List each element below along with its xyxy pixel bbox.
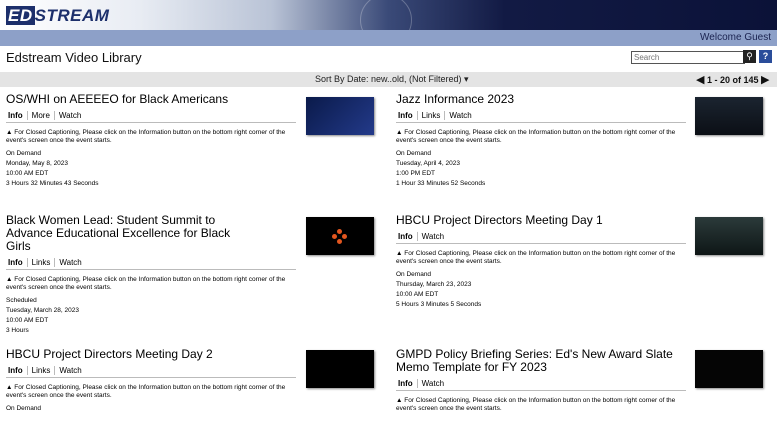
video-meta [6, 296, 374, 336]
video-title[interactable]: Jazz Informance 2023 [396, 92, 515, 106]
video-date: Monday, May 8, 2023 [6, 160, 69, 167]
caption-note: ▲ For Closed Captioning, Please click on the Information button on the bottom right corner of the event's screen once the event starts. [396, 397, 676, 412]
edstream-logo[interactable]: ED STREAM [8, 6, 110, 25]
sort-bar [0, 72, 777, 87]
caption-note: ▲ For Closed Captioning, Please click on the Information button on the bottom right corner of the event's screen once the event starts. [396, 250, 676, 265]
video-meta [6, 149, 374, 189]
tab-watch[interactable]: Watch [417, 232, 448, 241]
video-duration: 3 Hours 32 Minutes 43 Seconds [6, 180, 99, 187]
thumbnail-dot [337, 239, 342, 244]
video-tabs [396, 232, 686, 244]
pager [696, 73, 770, 86]
tab-watch[interactable]: Watch [444, 111, 475, 120]
tab-links[interactable]: Links [417, 111, 445, 120]
video-date: Tuesday, March 28, 2023 [6, 307, 79, 314]
video-thumbnail[interactable] [695, 350, 763, 388]
video-title[interactable]: GMPD Policy Briefing Series: Ed's New Award Slate Memo Template for FY 2023 [396, 347, 673, 374]
video-time: 10:00 AM EDT [6, 170, 49, 177]
search-input[interactable] [631, 51, 745, 64]
help-icon[interactable]: ? [759, 50, 772, 63]
video-time: 10:00 AM EDT [396, 291, 439, 298]
tab-watch[interactable]: Watch [54, 366, 85, 375]
caption-note: ▲ For Closed Captioning, Please click on the Information button on the bottom right corner of the event's screen once the event starts. [6, 384, 286, 399]
video-duration: 1 Hour 33 Minutes 52 Seconds [396, 180, 486, 187]
video-tabs [396, 111, 686, 123]
sort-dropdown[interactable]: Sort By Date: new..old, (Not Filtered) ▾ [315, 74, 469, 84]
video-status: On Demand [6, 405, 42, 412]
video-meta [396, 149, 764, 189]
tab-info[interactable]: Info [398, 232, 413, 241]
video-title[interactable]: OS/WHI on AEEEEO for Black Americans [6, 92, 229, 106]
next-page-icon[interactable]: ▶ [761, 74, 770, 86]
video-thumbnail[interactable] [695, 217, 763, 255]
video-item [396, 348, 764, 413]
tab-watch[interactable]: Watch [54, 111, 85, 120]
video-title[interactable]: HBCU Project Directors Meeting Day 1 [396, 213, 603, 227]
tab-info[interactable]: Info [8, 366, 23, 375]
video-title[interactable]: HBCU Project Directors Meeting Day 2 [6, 347, 213, 361]
page-range: 1 - 20 of 145 [706, 75, 759, 85]
tab-links[interactable]: Links [27, 366, 55, 375]
video-item [6, 93, 374, 189]
user-bar [0, 30, 777, 46]
video-status: On Demand [396, 150, 432, 157]
video-status: On Demand [396, 271, 432, 278]
video-thumbnail[interactable] [306, 97, 374, 135]
caption-note: ▲ For Closed Captioning, Please click on the Information button on the bottom right corner of the event's screen once the event starts. [6, 276, 286, 291]
video-thumbnail[interactable] [306, 350, 374, 388]
video-meta [396, 270, 764, 310]
video-tabs [396, 379, 686, 391]
video-status: On Demand [6, 150, 42, 157]
video-time: 1:00 PM EDT [396, 170, 436, 177]
tab-links[interactable]: Links [27, 258, 55, 267]
tab-info[interactable]: Info [8, 111, 23, 120]
caption-note: ▲ For Closed Captioning, Please click on the Information button on the bottom right corner of the event's screen once the event starts. [396, 129, 676, 144]
thumbnail-dot [337, 229, 342, 234]
video-item [396, 93, 764, 189]
previous-page-icon[interactable]: ◀ [696, 74, 705, 86]
video-time: 10:00 AM EDT [6, 317, 49, 324]
tab-info[interactable]: Info [398, 379, 413, 388]
page-title: Edstream Video Library [6, 50, 142, 65]
video-thumbnail[interactable] [695, 97, 763, 135]
video-thumbnail[interactable] [306, 217, 374, 255]
video-date: Tuesday, April 4, 2023 [396, 160, 460, 167]
video-item [396, 214, 764, 310]
video-item [6, 348, 374, 414]
video-tabs [6, 111, 296, 123]
video-title[interactable]: Black Women Lead: Student Summit to Advance Educational Excellence for Black Girls [6, 213, 231, 253]
tab-watch[interactable]: Watch [54, 258, 85, 267]
tab-info[interactable]: Info [8, 258, 23, 267]
site-banner [0, 0, 777, 30]
video-duration: 5 Hours 3 Minutes 5 Seconds [396, 301, 482, 308]
video-tabs [6, 258, 296, 270]
thumbnail-dot [342, 234, 347, 239]
tab-watch[interactable]: Watch [417, 379, 448, 388]
tab-more[interactable]: More [27, 111, 54, 120]
thumbnail-dot [332, 234, 337, 239]
video-tabs [6, 366, 296, 378]
video-meta [6, 404, 374, 414]
video-item [6, 214, 374, 336]
video-status: Scheduled [6, 297, 37, 304]
caption-note: ▲ For Closed Captioning, Please click on the Information button on the bottom right corner of the event's screen once the event starts. [6, 129, 286, 144]
tab-info[interactable]: Info [398, 111, 413, 120]
video-date: Thursday, March 23, 2023 [396, 281, 472, 288]
search-icon[interactable]: ⚲ [743, 50, 756, 63]
video-duration: 3 Hours [6, 327, 29, 334]
welcome-text: Welcome Guest [700, 32, 771, 43]
library-title-bar [0, 46, 777, 72]
